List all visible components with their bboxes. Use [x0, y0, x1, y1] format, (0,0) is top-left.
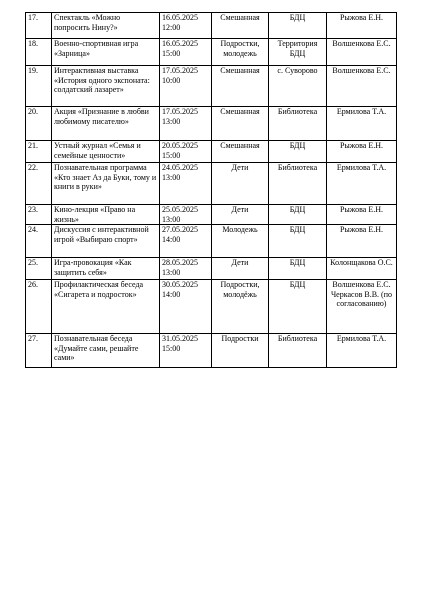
event-date: 25.05.2025 — [162, 205, 198, 214]
event-name: Игра-провокация «Как защитить себя» — [52, 258, 160, 280]
responsible-person: Рыжова Е.Н. — [339, 13, 384, 22]
event-name: Военно-спортивная игра «Зарница» — [52, 39, 160, 66]
event-time: 14:00 — [162, 289, 181, 299]
event-time: 15:00 — [162, 343, 181, 353]
event-place: БДЦ — [269, 225, 327, 258]
table-row — [26, 107, 397, 141]
event-audience: Молодежь — [212, 225, 269, 258]
event-place: БДЦ — [269, 280, 327, 334]
event-name: Устный журнал «Семья и семейные ценности» — [52, 141, 160, 163]
table-row — [26, 141, 397, 163]
row-number: 21. — [26, 141, 52, 163]
event-audience: Дети — [212, 163, 269, 205]
event-audience: Дети — [212, 205, 269, 225]
event-datetime — [160, 66, 212, 107]
responsible-person: Рыжова Е.Н. — [339, 141, 384, 150]
event-datetime — [160, 13, 212, 39]
event-date: 28.05.2025 — [162, 258, 198, 267]
events-table — [25, 12, 397, 368]
event-time: 10:00 — [162, 75, 181, 85]
row-number: 18. — [26, 39, 52, 66]
event-datetime — [160, 334, 212, 368]
event-audience: Смешанная — [212, 13, 269, 39]
responsible-person: Ермилова Т.А. — [336, 107, 387, 116]
event-name: Профилактическая беседа «Сигарета и подросток» — [52, 280, 160, 334]
event-name: Кино-лекция «Право на жизнь» — [52, 205, 160, 225]
event-place: Территория БДЦ — [269, 39, 327, 66]
event-place: Библиотека — [269, 163, 327, 205]
event-date: 17.05.2025 — [162, 66, 198, 75]
event-time: 15:00 — [162, 48, 181, 58]
document-page — [25, 12, 396, 368]
event-datetime — [160, 163, 212, 205]
event-name: Познавательная программа «Кто знает Аз да Буки, тому и книги в руки» — [52, 163, 160, 205]
event-name: Дискуссия с интерактивной игрой «Выбираю спорт» — [52, 225, 160, 258]
event-time: 13:00 — [162, 172, 181, 182]
event-place: БДЦ — [269, 258, 327, 280]
event-responsible — [327, 107, 397, 141]
row-number: 24. — [26, 225, 52, 258]
event-time: 15:00 — [162, 150, 181, 160]
event-responsible — [327, 141, 397, 163]
event-time: 14:00 — [162, 234, 181, 244]
event-datetime — [160, 280, 212, 334]
event-time: 13:00 — [162, 267, 181, 277]
event-audience: Подростки — [212, 334, 269, 368]
event-audience: Подростки, молодежь — [212, 39, 269, 66]
event-responsible — [327, 39, 397, 66]
event-date: 20.05.2025 — [162, 141, 198, 150]
table-row — [26, 280, 397, 334]
row-number: 26. — [26, 280, 52, 334]
event-responsible — [327, 13, 397, 39]
responsible-person: Волшенкова Е.С. — [332, 39, 391, 48]
event-name: Познавательная беседа «Думайте сами, решайте сами» — [52, 334, 160, 368]
responsible-person: Колонщакова О.С. — [330, 258, 393, 267]
table-row — [26, 258, 397, 280]
responsible-person: Рыжова Е.Н. — [339, 205, 384, 214]
event-datetime — [160, 225, 212, 258]
event-datetime — [160, 141, 212, 163]
table-row — [26, 66, 397, 107]
event-time: 12:00 — [162, 22, 181, 32]
event-place: БДЦ — [269, 141, 327, 163]
event-datetime — [160, 39, 212, 66]
responsible-person: Ермилова Т.А. — [336, 334, 387, 343]
event-place: Библиотека — [269, 334, 327, 368]
responsible-person: Волшенкова Е.С. — [332, 280, 391, 289]
event-time: 13:00 — [162, 214, 181, 224]
table-row — [26, 13, 397, 39]
responsible-person: Ермилова Т.А. — [336, 163, 387, 172]
table-row — [26, 163, 397, 205]
event-date: 27.05.2025 — [162, 225, 198, 234]
event-responsible — [327, 66, 397, 107]
event-responsible — [327, 225, 397, 258]
event-place: Библиотека — [269, 107, 327, 141]
table-row — [26, 334, 397, 368]
table-row — [26, 205, 397, 225]
event-name: Интерактивная выставка «История одного экспоната: солдатский лазарет» — [52, 66, 160, 107]
event-date: 16.05.2025 — [162, 13, 198, 22]
row-number: 25. — [26, 258, 52, 280]
event-responsible — [327, 334, 397, 368]
table-row — [26, 39, 397, 66]
event-audience: Смешанная — [212, 141, 269, 163]
event-responsible — [327, 258, 397, 280]
event-place: БДЦ — [269, 205, 327, 225]
responsible-person: Рыжова Е.Н. — [339, 225, 384, 234]
event-audience: Смешанная — [212, 107, 269, 141]
row-number: 23. — [26, 205, 52, 225]
event-date: 24.05.2025 — [162, 163, 198, 172]
event-datetime — [160, 107, 212, 141]
responsible-person: Черкасов В.В. (по согласованию) — [330, 289, 392, 308]
event-datetime — [160, 205, 212, 225]
event-name: Акция «Признание в любви любимому писателю» — [52, 107, 160, 141]
event-audience: Дети — [212, 258, 269, 280]
event-place: с. Суворово — [269, 66, 327, 107]
event-responsible — [327, 205, 397, 225]
event-place: БДЦ — [269, 13, 327, 39]
row-number: 19. — [26, 66, 52, 107]
responsible-person: Волшенкова Е.С. — [332, 66, 391, 75]
event-date: 16.05.2025 — [162, 39, 198, 48]
event-audience: Подростки, молодёжь — [212, 280, 269, 334]
event-name: Спектакль «Можно попросить Нину?» — [52, 13, 160, 39]
row-number: 20. — [26, 107, 52, 141]
table-row — [26, 225, 397, 258]
event-date: 17.05.2025 — [162, 107, 198, 116]
row-number: 27. — [26, 334, 52, 368]
row-number: 17. — [26, 13, 52, 39]
event-audience: Смешанная — [212, 66, 269, 107]
event-datetime — [160, 258, 212, 280]
event-date: 30.05.2025 — [162, 280, 198, 289]
event-responsible — [327, 280, 397, 334]
event-time: 13:00 — [162, 116, 181, 126]
event-responsible — [327, 163, 397, 205]
row-number: 22. — [26, 163, 52, 205]
event-date: 31.05.2025 — [162, 334, 198, 343]
